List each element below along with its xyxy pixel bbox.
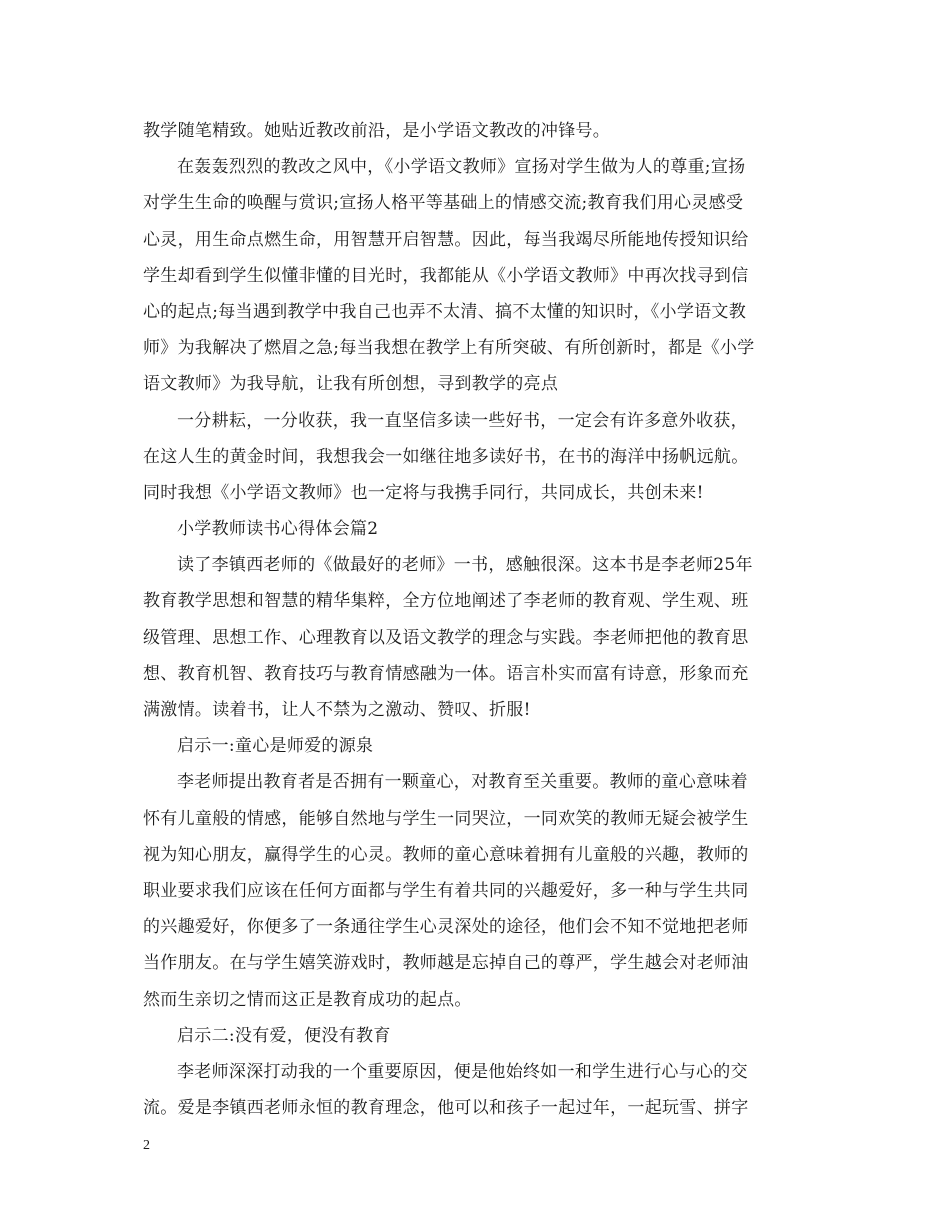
text-line: 启示一:童心是师爱的源泉	[177, 736, 374, 757]
text-line: 心的起点;每当遇到教学中我自己也弄不太清、搞不太懂的知识时，《小学语文教	[143, 301, 747, 322]
text-line: 李老师深深打动我的一个重要原因，便是他始终如一和学生进行心与心的交	[177, 1061, 748, 1082]
text-line: 满激情。读着书，让人不禁为之激动、赞叹、折服!	[143, 700, 531, 720]
text-line: 教育教学思想和智慧的精华集粹，全方位地阐述了李老师的教育观、学生观、班	[143, 591, 749, 612]
text-line: 一分耕耘，一分收获，我一直坚信多读一些好书，一定会有许多意外收获，	[177, 410, 748, 431]
text-line: 师》为我解决了燃眉之急;每当我想在教学上有所突破、有所创新时，都是《小学	[143, 338, 755, 359]
text-line: 同时我想《小学语文教师》也一定将与我携手同行，共同成长，共创未来!	[143, 482, 704, 503]
document-body	[143, 113, 808, 1126]
text-line: 当作朋友。在与学生嬉笑游戏时，教师越是忘掉自己的尊严，学生越会对老师油	[143, 953, 749, 974]
text-line: 视为知心朋友，赢得学生的心灵。教师的童心意味着拥有儿童般的兴趣，教师的	[143, 844, 749, 865]
text-line: 启示二:没有爱，便没有教育	[177, 1025, 391, 1046]
text-line: 然而生亲切之情而这正是教育成功的起点。	[143, 989, 472, 1010]
text-line: 教学随笔精致。她贴近教改前沿，是小学语文教改的冲锋号。	[143, 121, 611, 141]
document-page	[143, 113, 808, 1126]
text-line: 对学生生命的唤醒与赏识;宣扬人格平等基础上的情感交流;教育我们用心灵感受	[143, 193, 744, 214]
text-line: 的兴趣爱好，你便多了一条通往学生心灵深处的途径，他们会不知不觉地把老师	[143, 917, 749, 938]
text-line: 级管理、思想工作、心理教育以及语文教学的理念与实践。李老师把他的教育思	[143, 627, 749, 648]
text-line: 流。爱是李镇西老师永恒的教育理念，他可以和孩子一起过年，一起玩雪、拼字	[143, 1098, 749, 1119]
text-line: 在轰轰烈烈的教改之风中，《小学语文教师》宣扬对学生做为人的尊重;宣扬	[177, 157, 746, 178]
text-line: 李老师提出教育者是否拥有一颗童心，对教育至关重要。教师的童心意味着	[177, 772, 748, 793]
text-line: 在这人生的黄金时间，我想我会一如继往地多读好书，在书的海洋中扬帆远航。	[143, 446, 749, 467]
text-line: 读了李镇西老师的《做最好的老师》一书，感触很深。这本书是李老师25年	[177, 555, 753, 576]
text-line: 小学教师读书心得体会篇2	[177, 519, 379, 540]
text-line: 想、教育机智、教育技巧与教育情感融为一体。语言朴实而富有诗意，形象而充	[143, 663, 749, 684]
text-line: 怀有儿童般的情感，能够自然地与学生一同哭泣，一同欢笑的教师无疑会被学生	[143, 808, 749, 829]
text-line: 职业要求我们应该在任何方面都与学生有着共同的兴趣爱好，多一种与学生共同	[143, 880, 749, 901]
page-number: 2	[143, 1138, 150, 1153]
text-line: 语文教师》为我导航，让我有所创想，寻到教学的亮点	[143, 374, 559, 395]
text-line: 学生却看到学生似懂非懂的目光时，我都能从《小学语文教师》中再次找寻到信	[143, 265, 749, 286]
text-line: 心灵，用生命点燃生命，用智慧开启智慧。因此，每当我竭尽所能地传授知识给	[143, 229, 749, 250]
